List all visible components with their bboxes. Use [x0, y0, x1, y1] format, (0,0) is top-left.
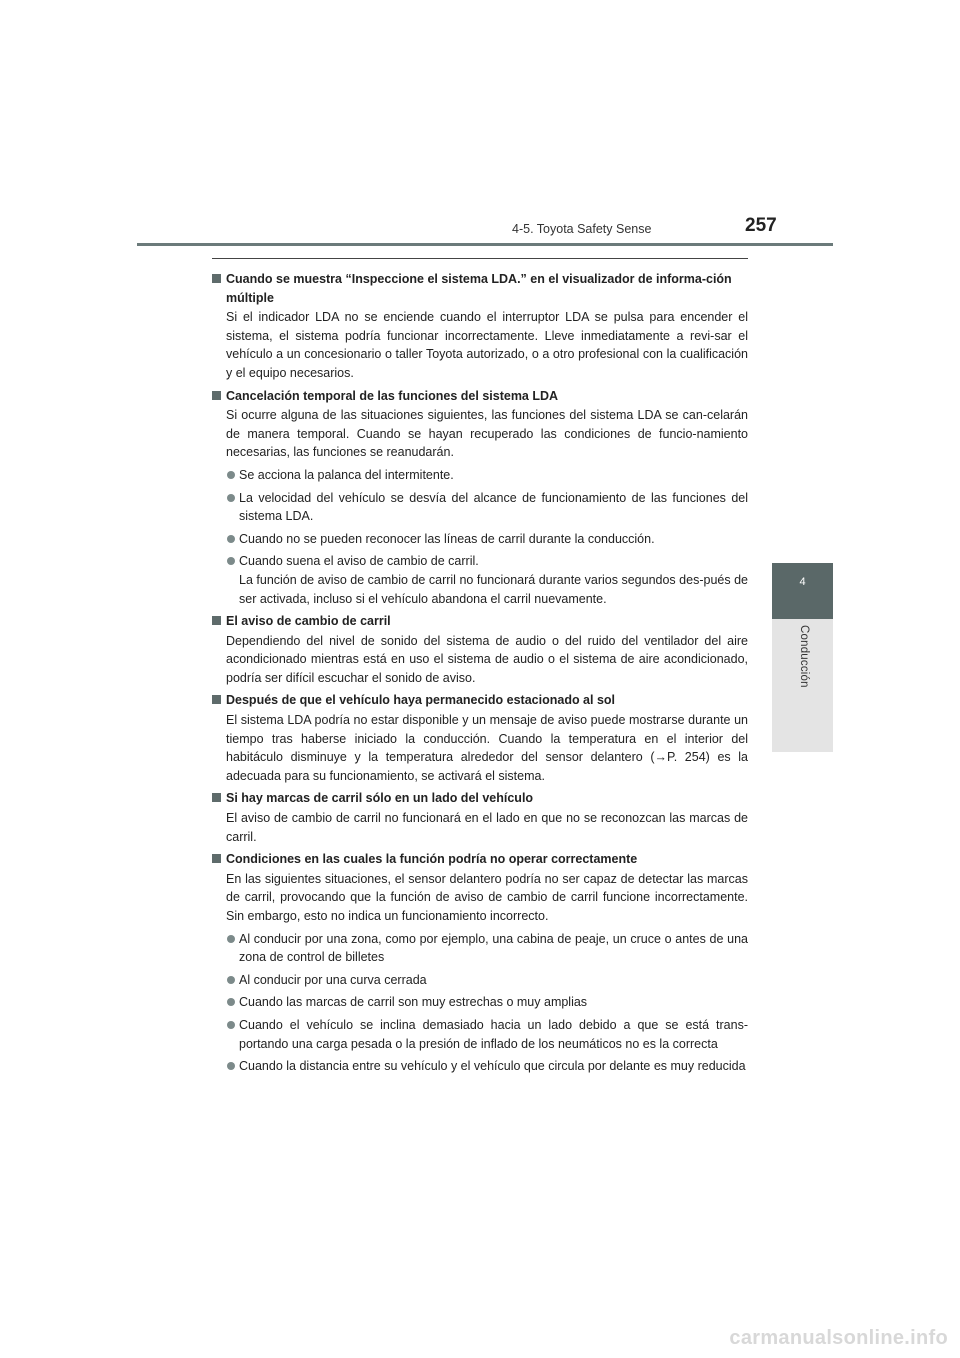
- content-top-rule: [212, 258, 748, 259]
- bullet-item: Cuando no se pueden reconocer las líneas de carril durante la conducción.: [212, 530, 748, 549]
- bullet-item: La velocidad del vehículo se desvía del alcance de funcionamiento de las funciones del sistema LDA.: [212, 489, 748, 526]
- bullet-item: Cuando el vehículo se inclina demasiado hacia un lado debido a que se está trans-portando una carga pesada o la presión de inflado de los neumáticos no es la correcta: [212, 1016, 748, 1053]
- chapter-number: 4: [799, 576, 806, 588]
- section-heading: El aviso de cambio de carril: [212, 612, 748, 631]
- watermark: carmanualsonline.info: [729, 1327, 948, 1349]
- bullet-continuation: La función de aviso de cambio de carril no funcionará durante varios segundos des-pués de ser activada, incluso si el vehículo abandona el carril nuevamente.: [239, 572, 748, 606]
- bullet-item: Al conducir por una zona, como por ejemplo, una cabina de peaje, un cruce o antes de una zona de control de billetes: [212, 930, 748, 967]
- page-number: 257: [745, 215, 777, 236]
- section-heading: Después de que el vehículo haya permanecido estacionado al sol: [212, 691, 748, 710]
- section-lda-cancel: [212, 387, 748, 609]
- bullet-item: Cuando la distancia entre su vehículo y el vehículo que circula por delante es muy reducida: [212, 1057, 748, 1076]
- bullet-item: Se acciona la palanca del intermitente.: [212, 466, 748, 485]
- section-lane-warning: [212, 612, 748, 687]
- section-title: 4-5. Toyota Safety Sense: [512, 222, 652, 236]
- section-conditions: [212, 850, 748, 1076]
- section-text: En las siguientes situaciones, el sensor delantero podría no ser capaz de detectar las marcas de carril, provocando que la función de aviso de cambio de carril funcione incorrectamente. Sin embargo, esto no indica un funcionamiento incorrecto.: [226, 871, 748, 923]
- chapter-tab: [772, 563, 833, 619]
- bullet-line: Cuando suena el aviso de cambio de carril.: [239, 554, 479, 569]
- section-heading: Cancelación temporal de las funciones del sistema LDA: [212, 387, 748, 406]
- header-rule: [137, 243, 833, 246]
- page-content: [212, 266, 748, 1080]
- section-heading: Cuando se muestra “Inspeccione el sistema LDA.” en el visualizador de informa-ción múltiple: [212, 270, 748, 307]
- section-text: Si el indicador LDA no se enciende cuando el interruptor LDA se pulsa para encender el sistema, el sistema podría funcionar incorrectamente. Lleve inmediatamente a revi-sar el vehículo a un concesionario o taller Toyota autorizado, o a otro profesional con la cualificación y el equipo necesarios.: [226, 310, 748, 380]
- bullet-item: Cuando las marcas de carril son muy estrechas o muy amplias: [212, 993, 748, 1012]
- section-heading: Si hay marcas de carril sólo en un lado del vehículo: [212, 789, 748, 808]
- section-one-side-marks: [212, 789, 748, 846]
- section-text: El aviso de cambio de carril no funcionará en el lado en que no se reconozcan las marcas de carril.: [226, 811, 748, 844]
- section-parked-sun: [212, 691, 748, 785]
- bullet-item: [212, 552, 748, 608]
- section-heading: Condiciones en las cuales la función podría no operar correctamente: [212, 850, 748, 869]
- chapter-label: Conducción: [798, 625, 810, 688]
- section-text: El sistema LDA podría no estar disponible y un mensaje de aviso puede mostrarse durante un tiempo tras haberse iniciado la conducción. Cuando la temperatura en el interior del habitáculo disminuye y la temperatura alrededor del sensor delantero (→P. 254) es la adecuada para su funcionamiento, se activará el sistema.: [226, 713, 748, 783]
- section-lda-inspect: [212, 270, 748, 383]
- bullet-item: Al conducir por una curva cerrada: [212, 971, 748, 990]
- section-text: Dependiendo del nivel de sonido del sistema de audio o del ruido del ventilador del aire acondicionado mientras está en uso el sistema de audio o el sistema de aire acondicionado, podría ser difícil escuchar el sonido de aviso.: [226, 633, 748, 685]
- section-text: Si ocurre alguna de las situaciones siguientes, las funciones del sistema LDA se can-celarán de manera temporal. Cuando se hayan recuperado las condiciones de funcio-namiento necesarias, las funciones se reanudarán.: [226, 408, 748, 460]
